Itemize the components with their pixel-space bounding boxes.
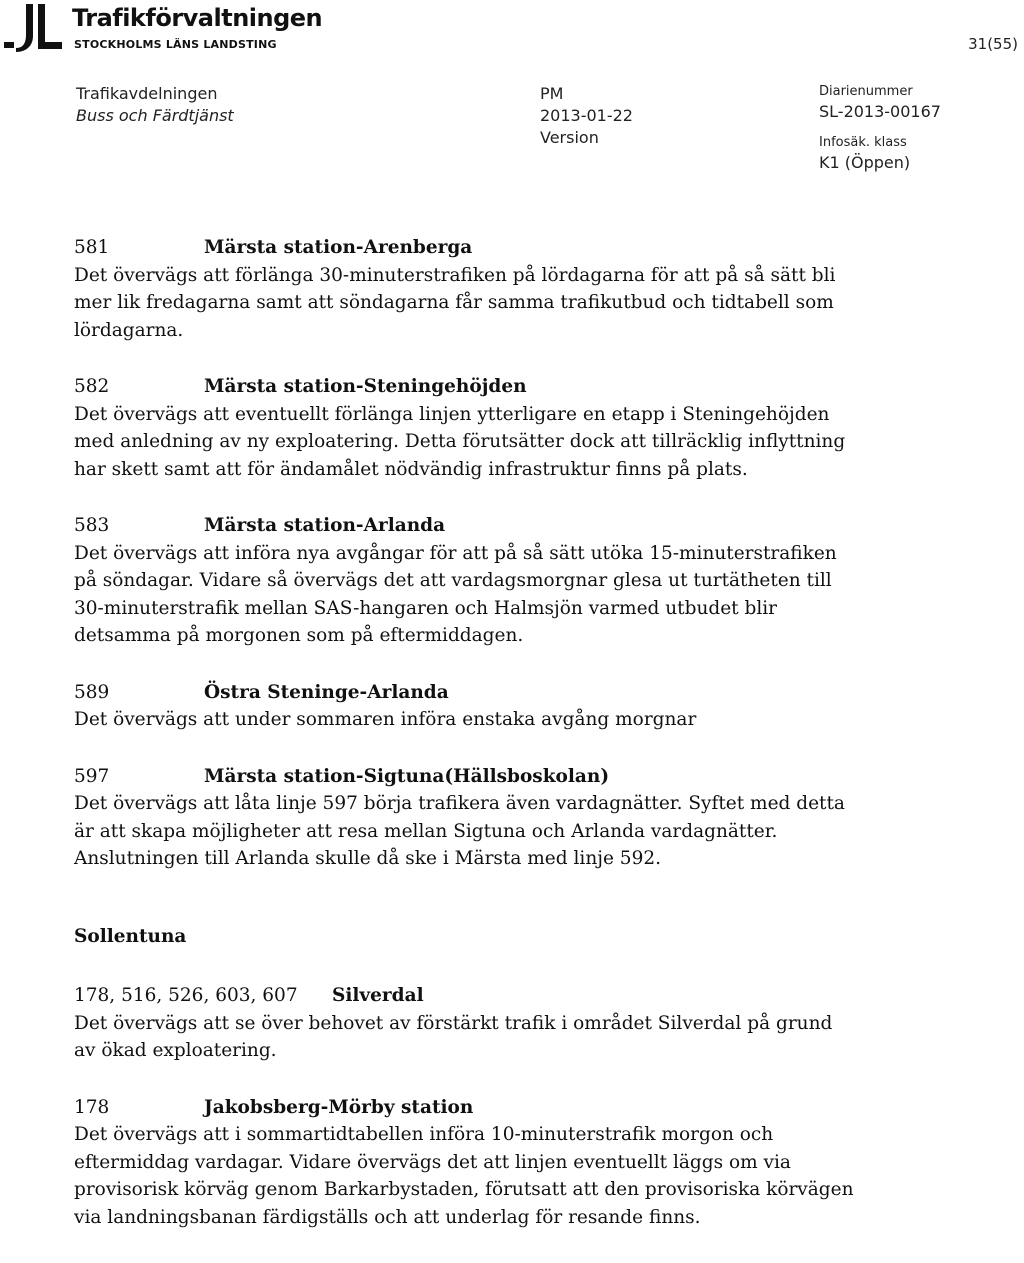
section-597 bbox=[74, 763, 854, 873]
line-number: 178 bbox=[74, 1096, 110, 1118]
line-title: Märsta station-Arlanda bbox=[204, 515, 446, 536]
infosak-value: K1 (Öppen) bbox=[819, 153, 911, 172]
org-logo bbox=[4, 2, 344, 58]
section-silverdal bbox=[74, 982, 854, 1065]
org-subtitle: STOCKHOLMS LÄNS LANDSTING bbox=[74, 38, 277, 51]
line-number: 581 bbox=[74, 237, 110, 258]
section-583 bbox=[74, 512, 854, 650]
line-title: Jakobsberg-Mörby station bbox=[204, 1096, 474, 1118]
section-text: Det övervägs att i sommartidtabellen införa 10-minuterstrafik morgon och eftermiddag vardagar. Vidare övervägs det att linjen eventuellt läggs om via provisorisk körväg genom Barkarbystaden, förutsatt att den provisoriska körvägen via landningsbanan färdigställs och att underlag för resande finns. bbox=[74, 1124, 854, 1228]
doc-date: 2013-01-22 bbox=[540, 106, 633, 125]
org-name: Trafikförvaltningen bbox=[72, 4, 323, 32]
document-body bbox=[74, 234, 854, 1260]
section-582 bbox=[74, 373, 854, 483]
doc-type: PM bbox=[540, 84, 564, 103]
meta-document bbox=[540, 83, 633, 149]
section-text: Det övervägs att införa nya avgångar för att på så sätt utöka 15-minuterstrafiken på söndagar. Vidare så övervägs det att vardagsmorgnar glesa ut turtätheten till 30-minuterstrafik mellan SAS-hangaren och Halmsjön varmed utbudet blir detsamma på morgonen som på eftermiddagen. bbox=[74, 542, 837, 646]
unit: Buss och Färdtjänst bbox=[76, 106, 234, 125]
line-title: Märsta station-Steningehöjden bbox=[204, 376, 527, 397]
line-number: 589 bbox=[74, 681, 110, 703]
line-number: 178, 516, 526, 603, 607 bbox=[74, 985, 298, 1006]
sl-logo-icon bbox=[4, 2, 64, 54]
line-title: Märsta station-Arenberga bbox=[204, 237, 473, 258]
line-title: Märsta station-Sigtuna(Hällsboskolan) bbox=[204, 765, 610, 787]
diarie-value: SL-2013-00167 bbox=[819, 102, 941, 121]
meta-department bbox=[76, 83, 234, 127]
section-text: Det övervägs att förlänga 30-minuterstrafiken på lördagarna för att på så sätt bli mer lik fredagarna samt att söndagarna får samma trafikutbud och tidtabell som lördagarna. bbox=[74, 264, 836, 341]
version-label: Version bbox=[540, 128, 599, 147]
category-heading: Sollentuna bbox=[74, 925, 187, 947]
line-number: 597 bbox=[74, 765, 110, 787]
section-text: Det övervägs att se över behovet av förstärkt trafik i området Silverdal på grund av ökad exploatering. bbox=[74, 1012, 833, 1061]
diarie-label: Diarienummer bbox=[819, 84, 913, 99]
line-number: 582 bbox=[74, 376, 110, 397]
line-title: Östra Steninge-Arlanda bbox=[204, 681, 449, 703]
section-text: Det övervägs att låta linje 597 börja trafikera även vardagnätter. Syftet med detta är att skapa möjligheter att resa mellan Sigtuna och Arlanda vardagnätter. Anslutningen till Arlanda skulle då ske i Märsta med linje 592. bbox=[74, 793, 845, 869]
section-178 bbox=[74, 1094, 854, 1232]
line-title: Silverdal bbox=[332, 985, 424, 1006]
section-text: Det övervägs att under sommaren införa enstaka avgång morgnar bbox=[74, 709, 697, 730]
section-589 bbox=[74, 679, 854, 734]
line-number: 583 bbox=[74, 515, 110, 536]
page-number: 31(55) bbox=[968, 35, 1018, 53]
section-text: Det övervägs att eventuellt förlänga linjen ytterligare en etapp i Steningehöjden med anledning av ny exploatering. Detta förutsätter dock att tillräcklig inflyttning har skett samt att för ändamålet nödvändig infrastruktur finns på plats. bbox=[74, 403, 846, 480]
department: Trafikavdelningen bbox=[76, 84, 218, 103]
infosak-label: Infosäk. klass bbox=[819, 135, 907, 150]
meta-registration bbox=[819, 83, 941, 174]
section-581 bbox=[74, 234, 854, 344]
